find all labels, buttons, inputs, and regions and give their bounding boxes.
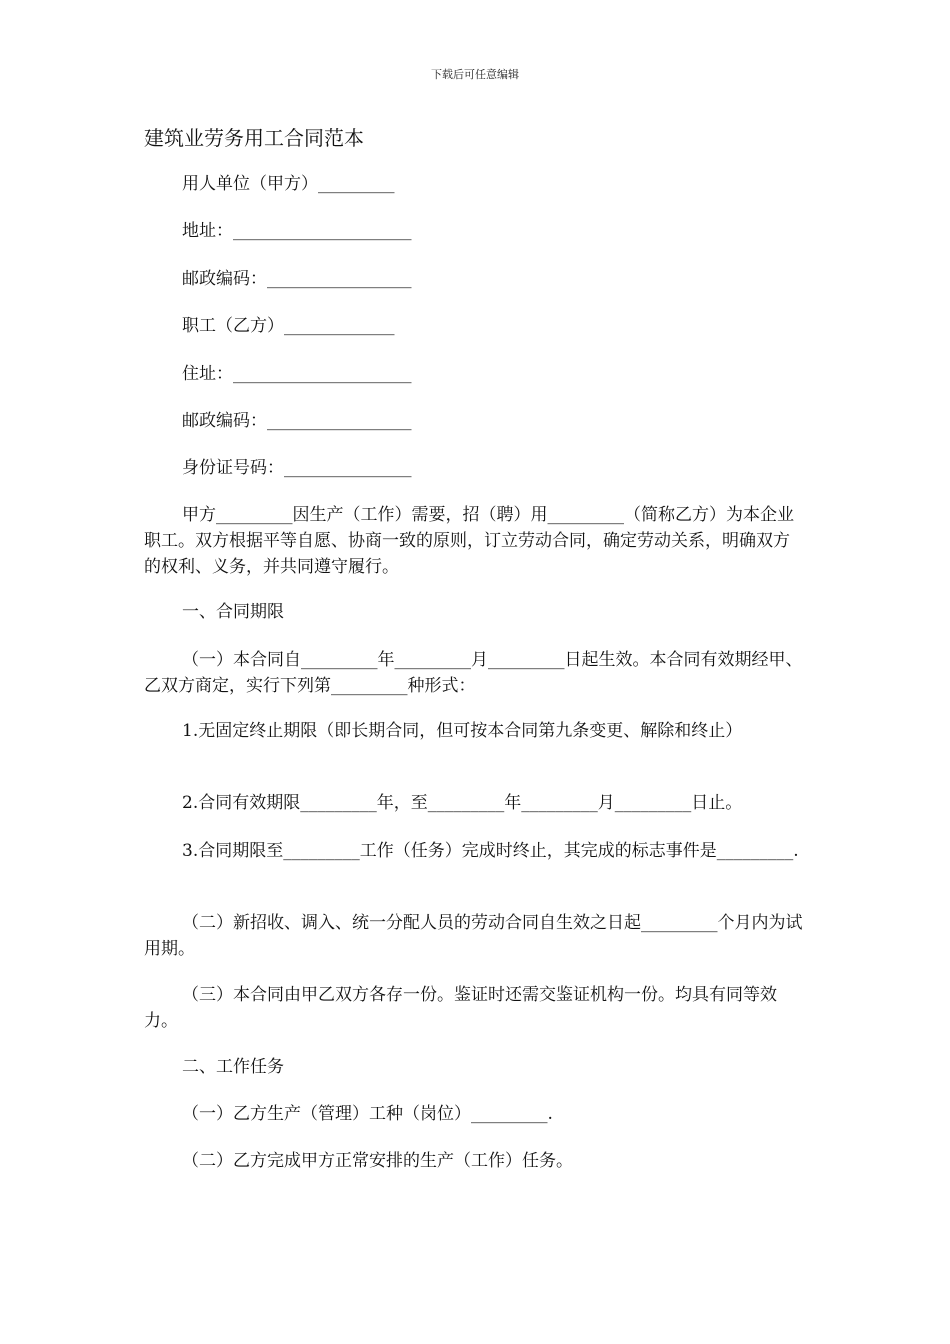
term-item-1: 1.无固定终止期限（即长期合同，但可按本合同第九条变更、解除和终止） bbox=[182, 721, 743, 741]
field-id-number: 身份证号码：_______________ bbox=[182, 458, 412, 478]
field-employer-address: 地址：_____________________ bbox=[182, 221, 412, 241]
term-item-3: 3.合同期限至_________工作（任务）完成时终止，其完成的标志事件是_________. bbox=[182, 841, 799, 861]
term-clause-1: （一）本合同自_________年_________月_________日起生效。本合同有效期经甲、乙双方商定，实行下列第_________种形式： bbox=[144, 650, 803, 696]
field-employee-address: 住址：_____________________ bbox=[182, 364, 412, 384]
intro-paragraph: 甲方_________因生产（工作）需要，招（聘）用_________（简称乙方）为本企业职工。双方根据平等自愿、协商一致的原则，订立劳动合同，确定劳动关系，明确双方的权利、义务，并共同遵守履行。 bbox=[144, 505, 794, 577]
section-heading-term: 一、合同期限 bbox=[182, 602, 284, 622]
field-employee: 职工（乙方）_____________ bbox=[182, 316, 395, 336]
section-heading-tasks: 二、工作任务 bbox=[182, 1057, 284, 1077]
term-item-2: 2.合同有效期限_________年，至_________年_________月_________日止。 bbox=[182, 793, 743, 813]
task-clause-1: （一）乙方生产（管理）工种（岗位）_________. bbox=[182, 1104, 553, 1124]
header-note: 下载后可任意编辑 bbox=[431, 68, 519, 81]
task-clause-2: （二）乙方完成甲方正常安排的生产（工作）任务。 bbox=[182, 1151, 573, 1171]
document-title: 建筑业劳务用工合同范本 bbox=[144, 126, 364, 150]
field-employee-postcode: 邮政编码：_________________ bbox=[182, 411, 412, 431]
field-employer: 用人单位（甲方）_________ bbox=[182, 174, 395, 194]
field-employer-postcode: 邮政编码：_________________ bbox=[182, 269, 412, 289]
term-clause-3: （三）本合同由甲乙双方各存一份。鉴证时还需交鉴证机构一份。均具有同等效力。 bbox=[144, 985, 777, 1031]
term-clause-2: （二）新招收、调入、统一分配人员的劳动合同自生效之日起_________个月内为试用期。 bbox=[144, 913, 803, 959]
